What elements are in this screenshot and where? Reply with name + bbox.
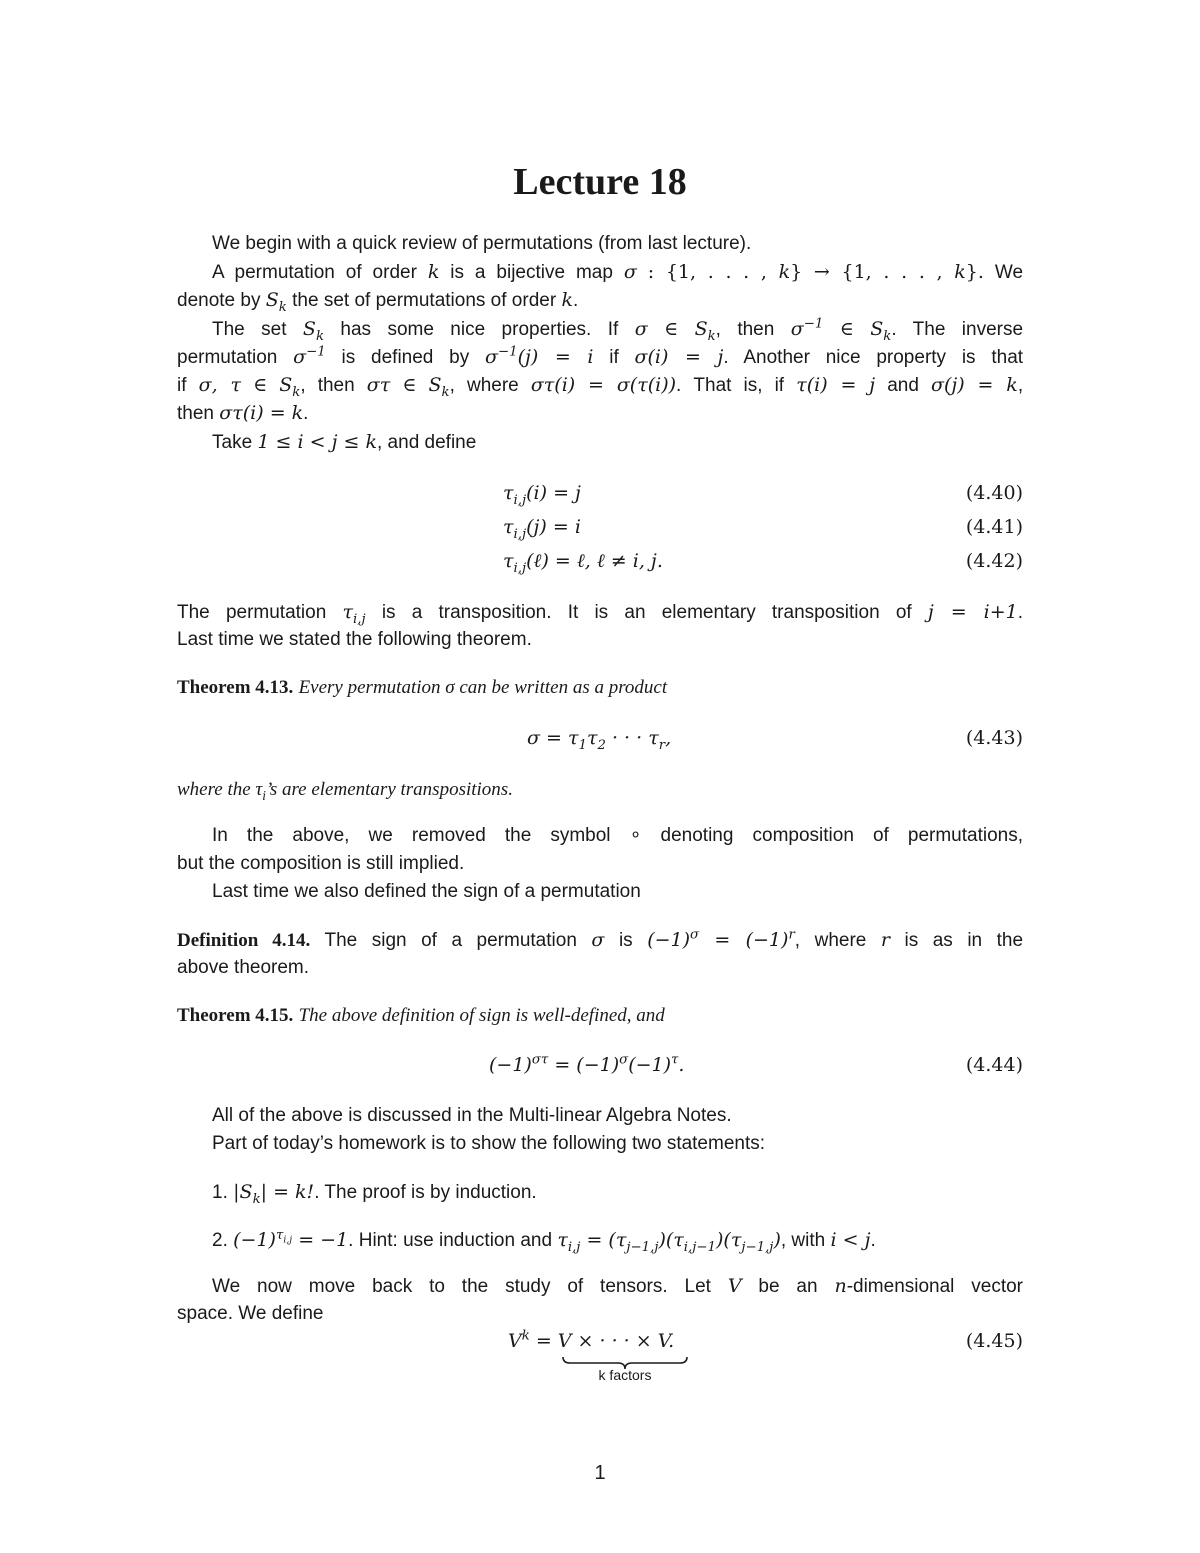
text: The sign of a permutation — [324, 930, 577, 951]
text: . Another nice property is that — [723, 347, 1024, 368]
paragraph-permutation-def-line2: denote by $S_k$ the set of permutations of order k. — [177, 289, 579, 315]
theorem-label: Theorem 4.13. — [177, 677, 294, 698]
paragraph-transposition-line1: The permutation $\tau_{i,j}$ is a transposition. It is an elementary transposition of j = i+1. — [177, 601, 1023, 627]
definition-label: Definition 4.14. — [177, 930, 311, 951]
paragraph-homework: Part of today’s homework is to show the following two statements: — [212, 1133, 766, 1154]
text: permutation — [177, 347, 278, 368]
eq-symbol: τ — [503, 550, 514, 572]
text: , where — [449, 375, 519, 396]
paragraph-properties-line3: if σ, τ ∈ $S_k$, then στ ∈ $S_k$, where στ(i) = σ(τ(i)). That is, if τ(i) = j and σ(j) = k, — [177, 374, 1024, 400]
text: the set of permutations of order — [292, 290, 557, 311]
list-item-1: 1. $|S_k| = k$!. The proof is by induction. — [212, 1181, 537, 1207]
eq-symbol: τ — [503, 516, 514, 538]
text: has some nice properties. If — [340, 319, 619, 340]
text: if — [177, 375, 187, 396]
text: The permutation — [177, 602, 327, 623]
text: . That is, if — [676, 375, 785, 396]
equation-number-4-45: (4.45) — [965, 1330, 1023, 1352]
underbrace-label: k factors — [598, 1367, 652, 1383]
paragraph-intro: We begin with a quick review of permutations (from last lecture). — [212, 233, 752, 254]
equation-4-45: $V^k = V$ × · · · × V. — [508, 1328, 675, 1352]
text: We — [994, 262, 1024, 283]
text: Take — [212, 432, 253, 453]
paragraph-properties-line2: permutation $\sigma^{-1}$ is defined by $\sigma^{-1}(j) = i$ if σ(i) = j. Another nice property is that — [177, 344, 1024, 368]
text: ’s are elementary transpositions. — [265, 779, 513, 800]
equation-number-4-40: (4.40) — [965, 482, 1023, 504]
text: We now move back to the study of tensors. Let — [212, 1276, 711, 1297]
theorem-text: The above definition of sign is well-defined, and — [298, 1005, 665, 1026]
theorem-4-15 — [177, 1002, 1023, 1030]
paragraph-permutation-def-line1: A permutation of order k is a bijective map σ : {1, . . . , k} → {1, . . . , k}. We — [212, 261, 1024, 283]
eq-subscript: i,j — [513, 492, 527, 508]
list-text: Hint: use induction and — [358, 1230, 553, 1251]
text: is — [618, 930, 633, 951]
text: is a bijective map — [450, 262, 613, 283]
equation-number-4-44: (4.44) — [965, 1054, 1023, 1076]
list-number: 1. — [212, 1182, 228, 1203]
text: is a transposition. It is an elementary transposition of — [381, 602, 912, 623]
list-text: , with — [780, 1230, 826, 1251]
eq-symbol: τ — [503, 482, 514, 504]
equation-number-4-43: (4.43) — [965, 727, 1023, 749]
paragraph-transposition-line2: Last time we stated the following theorem. — [177, 629, 532, 650]
definition-4-14-line2: above theorem. — [177, 957, 310, 978]
paragraph-composition-line1: In the above, we removed the symbol ∘ denoting composition of permutations, — [212, 825, 1023, 846]
text: where the τ — [177, 779, 263, 800]
text: then — [177, 403, 214, 424]
text: A permutation of order — [212, 262, 417, 283]
text: denote by — [177, 290, 261, 311]
text: . The inverse — [891, 319, 1024, 340]
theorem-text: Every permutation σ can be written as a product — [298, 677, 668, 698]
paragraph-tensors-line2: space. We define — [177, 1303, 324, 1324]
theorem-4-13 — [177, 674, 1023, 702]
paragraph-tensors-line1: We now move back to the study of tensors. Let V be an n-dimensional vector — [212, 1275, 1024, 1297]
text: , where — [794, 930, 867, 951]
equation-4-40 — [503, 482, 581, 508]
eq-rhs: (j) = i — [526, 516, 581, 538]
text: be an — [758, 1276, 818, 1297]
text: , then — [715, 319, 775, 340]
theorem-label: Theorem 4.15. — [177, 1005, 294, 1026]
paragraph-notes: All of the above is discussed in the Multi-linear Algebra Notes. — [212, 1105, 732, 1126]
text: , and define — [377, 432, 477, 453]
page-number: 1 — [594, 1462, 606, 1484]
text: if — [609, 347, 619, 368]
equation-number-4-42: (4.42) — [965, 550, 1023, 572]
eq-subscript: i,j — [513, 560, 527, 576]
text: The set — [212, 319, 287, 340]
theorem-4-13-end: where the $\tau_i’s$ are elementary transpositions. — [177, 779, 513, 803]
text: is defined by — [341, 347, 470, 368]
equation-4-41 — [503, 516, 581, 542]
eq-rhs: (ℓ) = ℓ, ℓ ≠ i, j. — [526, 550, 663, 572]
paragraph-take: Take 1 ≤ i < j ≤ k, and define — [212, 431, 477, 453]
definition-4-14: Definition 4.14. The sign of a permutation σ is $(-1)^\sigma = (-1)^r$, where r is as in the — [177, 927, 1024, 951]
list-text: The proof is by induction. — [324, 1182, 537, 1203]
page-title: Lecture 18 — [513, 161, 687, 203]
paragraph-properties-line4: then στ(i) = k. — [177, 402, 309, 424]
text: and — [887, 375, 919, 396]
list-item-2: 2. $(-1)^{\tau_{i,j}} = -1$. Hint: use induction and $\tau_{i,j} = (\tau_{j-1,j})(\tau_{i,j-1})(\tau_{j-1,j})$, with i < j. — [212, 1227, 876, 1255]
paragraph-composition-line2: but the composition is still implied. — [177, 853, 465, 874]
equation-4-42 — [503, 550, 663, 576]
paragraph-sign-intro: Last time we also defined the sign of a permutation — [212, 881, 641, 902]
eq-rhs: (i) = j — [526, 482, 581, 504]
text: -dimensional vector — [846, 1276, 1024, 1297]
equation-number-4-41: (4.41) — [965, 516, 1023, 538]
list-number: 2. — [212, 1230, 228, 1251]
paragraph-properties-line1: The set $S_k$ has some nice properties. If σ ∈ $S_k$, then $\sigma^{-1}$ ∈ $S_k$. The inverse — [212, 316, 1024, 344]
text: , then — [300, 375, 355, 396]
equation-4-43: $\sigma = \tau_1\tau_2$ · · · $\tau_r$, — [527, 727, 672, 753]
text: is as in the — [904, 930, 1024, 951]
eq-subscript: i,j — [513, 526, 527, 542]
equation-4-44: $(-1)^{\sigma\tau} = (-1)^\sigma(-1)^\tau$. — [489, 1052, 685, 1076]
